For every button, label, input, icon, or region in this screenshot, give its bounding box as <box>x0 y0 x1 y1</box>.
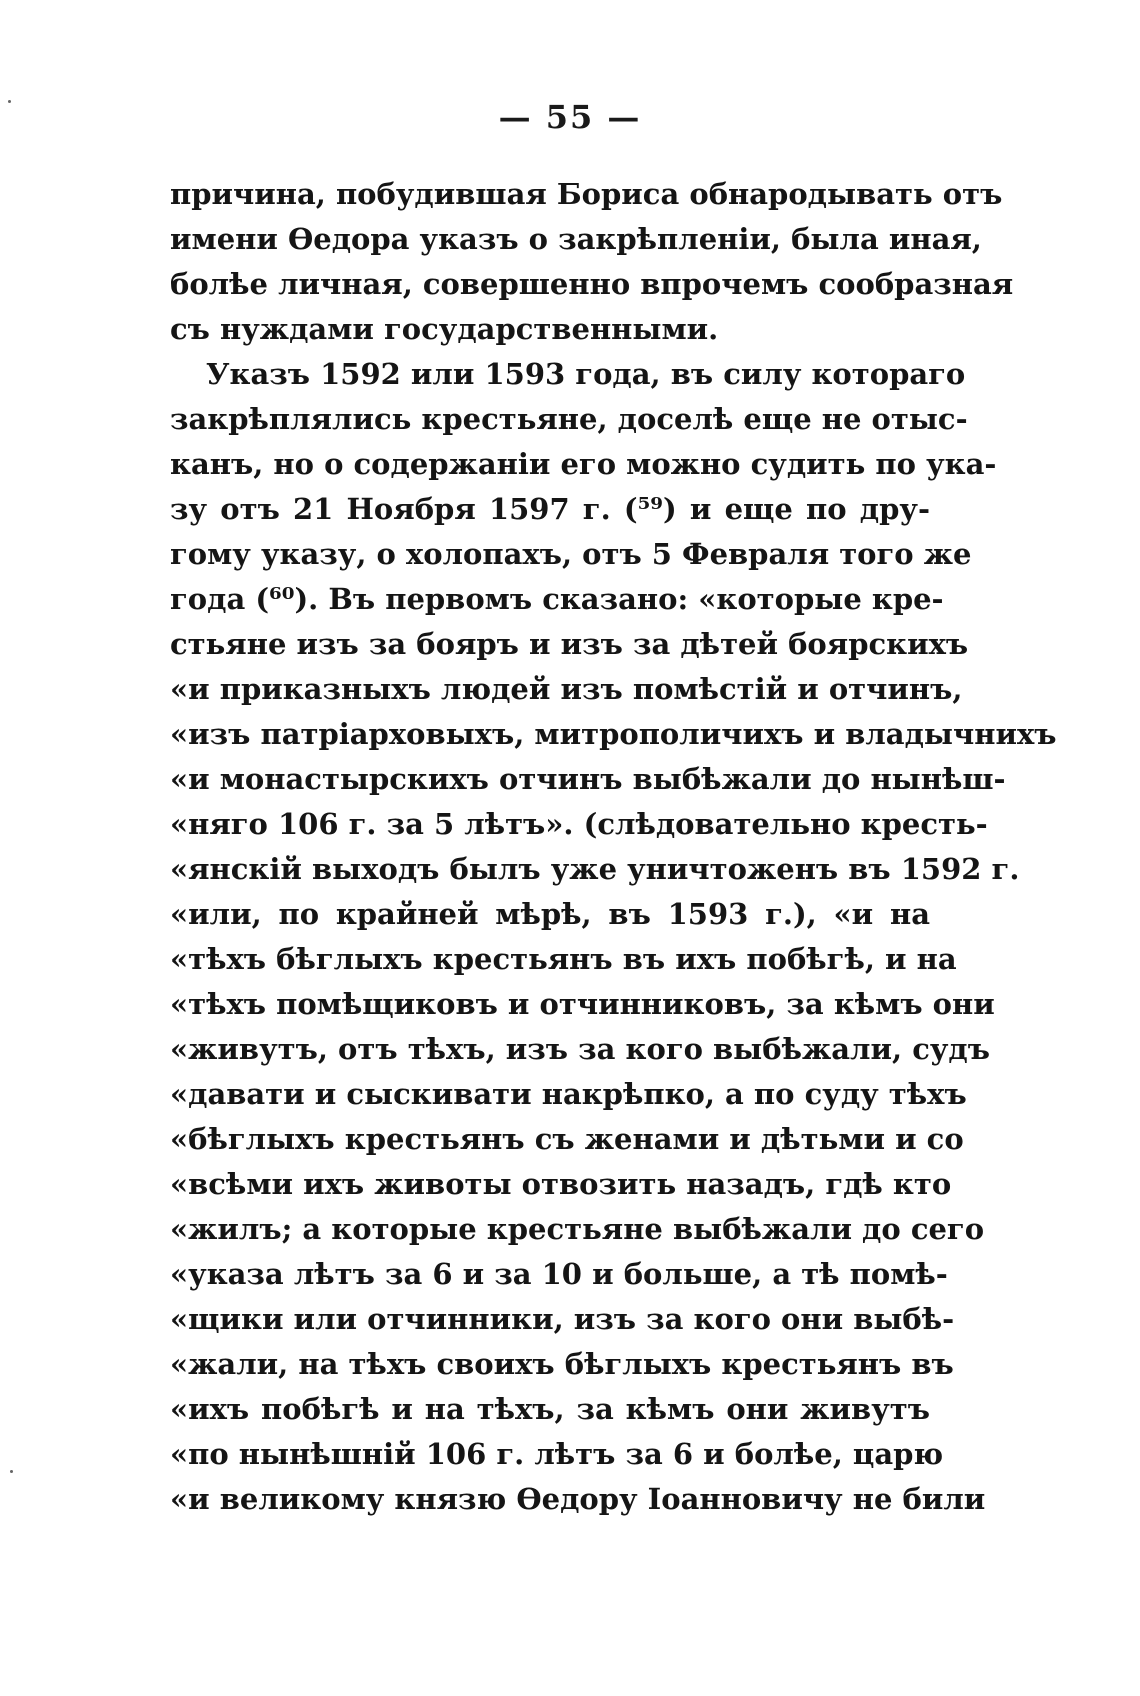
text-line: «щики или отчинники, изъ за кого они выбѣ- <box>170 1302 955 1336</box>
text-line: «бѣглыхъ крестьянъ съ женами и дѣтьми и со <box>170 1122 964 1156</box>
text-line: «янскій выходъ былъ уже уничтоженъ въ 1592 г. <box>170 852 1020 886</box>
text-line: «ихъ побѣгѣ и на тѣхъ, за кѣмъ они живутъ <box>170 1392 930 1426</box>
text-line: «всѣми ихъ животы отвозить назадъ, гдѣ кто <box>170 1167 952 1201</box>
text-line: причина, побудившая Бориса обнародывать отъ <box>170 177 1003 211</box>
text-line: «указа лѣтъ за 6 и за 10 и больше, а тѣ помѣ- <box>170 1257 948 1291</box>
text-line: болѣе личная, совершенно впрочемъ сообразная <box>170 267 1014 301</box>
text-line: стьяне изъ за бояръ и изъ за дѣтей боярскихъ <box>170 627 969 661</box>
text-line: «и монастырскихъ отчинъ выбѣжали до нынѣш- <box>170 762 1006 796</box>
scan-speck <box>8 100 11 103</box>
scan-speck <box>10 1470 13 1473</box>
text-line: «жилъ; а которые крестьяне выбѣжали до сего <box>170 1212 985 1246</box>
text-line: зу отъ 21 Ноября 1597 г. (⁵⁹) и еще по дру- <box>170 492 930 526</box>
text-line: «или, по крайней мѣрѣ, въ 1593 г.), «и на <box>170 897 930 931</box>
body-text <box>170 172 1057 1522</box>
text-line: «изъ патріарховыхъ, митрополичихъ и владычнихъ <box>170 717 1057 751</box>
text-line: гому указу, о холопахъ, отъ 5 Февраля того же <box>170 537 972 571</box>
text-line: «тѣхъ бѣглыхъ крестьянъ въ ихъ побѣгѣ, и на <box>170 942 957 976</box>
text-line: «по нынѣшній 106 г. лѣтъ за 6 и болѣе, царю <box>170 1437 944 1471</box>
text-line: имени Өедора указъ о закрѣпленіи, была иная, <box>170 222 982 256</box>
text-line: «и приказныхъ людей изъ помѣстій и отчинъ, <box>170 672 963 706</box>
text-line: «жали, на тѣхъ своихъ бѣглыхъ крестьянъ въ <box>170 1347 954 1381</box>
page-number: — 55 — <box>498 98 642 136</box>
text-line: «и великому князю Өедору Іоанновичу не били <box>170 1482 986 1516</box>
text-line: года (⁶⁰). Въ первомъ сказано: «которые кре- <box>170 582 944 616</box>
text-line: канъ, но о содержаніи его можно судить по ука- <box>170 447 997 481</box>
text-line: «тѣхъ помѣщиковъ и отчинниковъ, за кѣмъ они <box>170 987 995 1021</box>
text-line: Указъ 1592 или 1593 года, въ силу котораго <box>206 357 966 391</box>
text-line: «няго 106 г. за 5 лѣтъ». (слѣдовательно кресть- <box>170 807 988 841</box>
text-line: «давати и сыскивати накрѣпко, а по суду тѣхъ <box>170 1077 967 1111</box>
text-line: «живутъ, отъ тѣхъ, изъ за кого выбѣжали, судъ <box>170 1032 991 1066</box>
text-line: закрѣплялись крестьяне, доселѣ еще не отыс- <box>170 402 968 436</box>
text-line: съ нуждами государственными. <box>170 312 719 346</box>
